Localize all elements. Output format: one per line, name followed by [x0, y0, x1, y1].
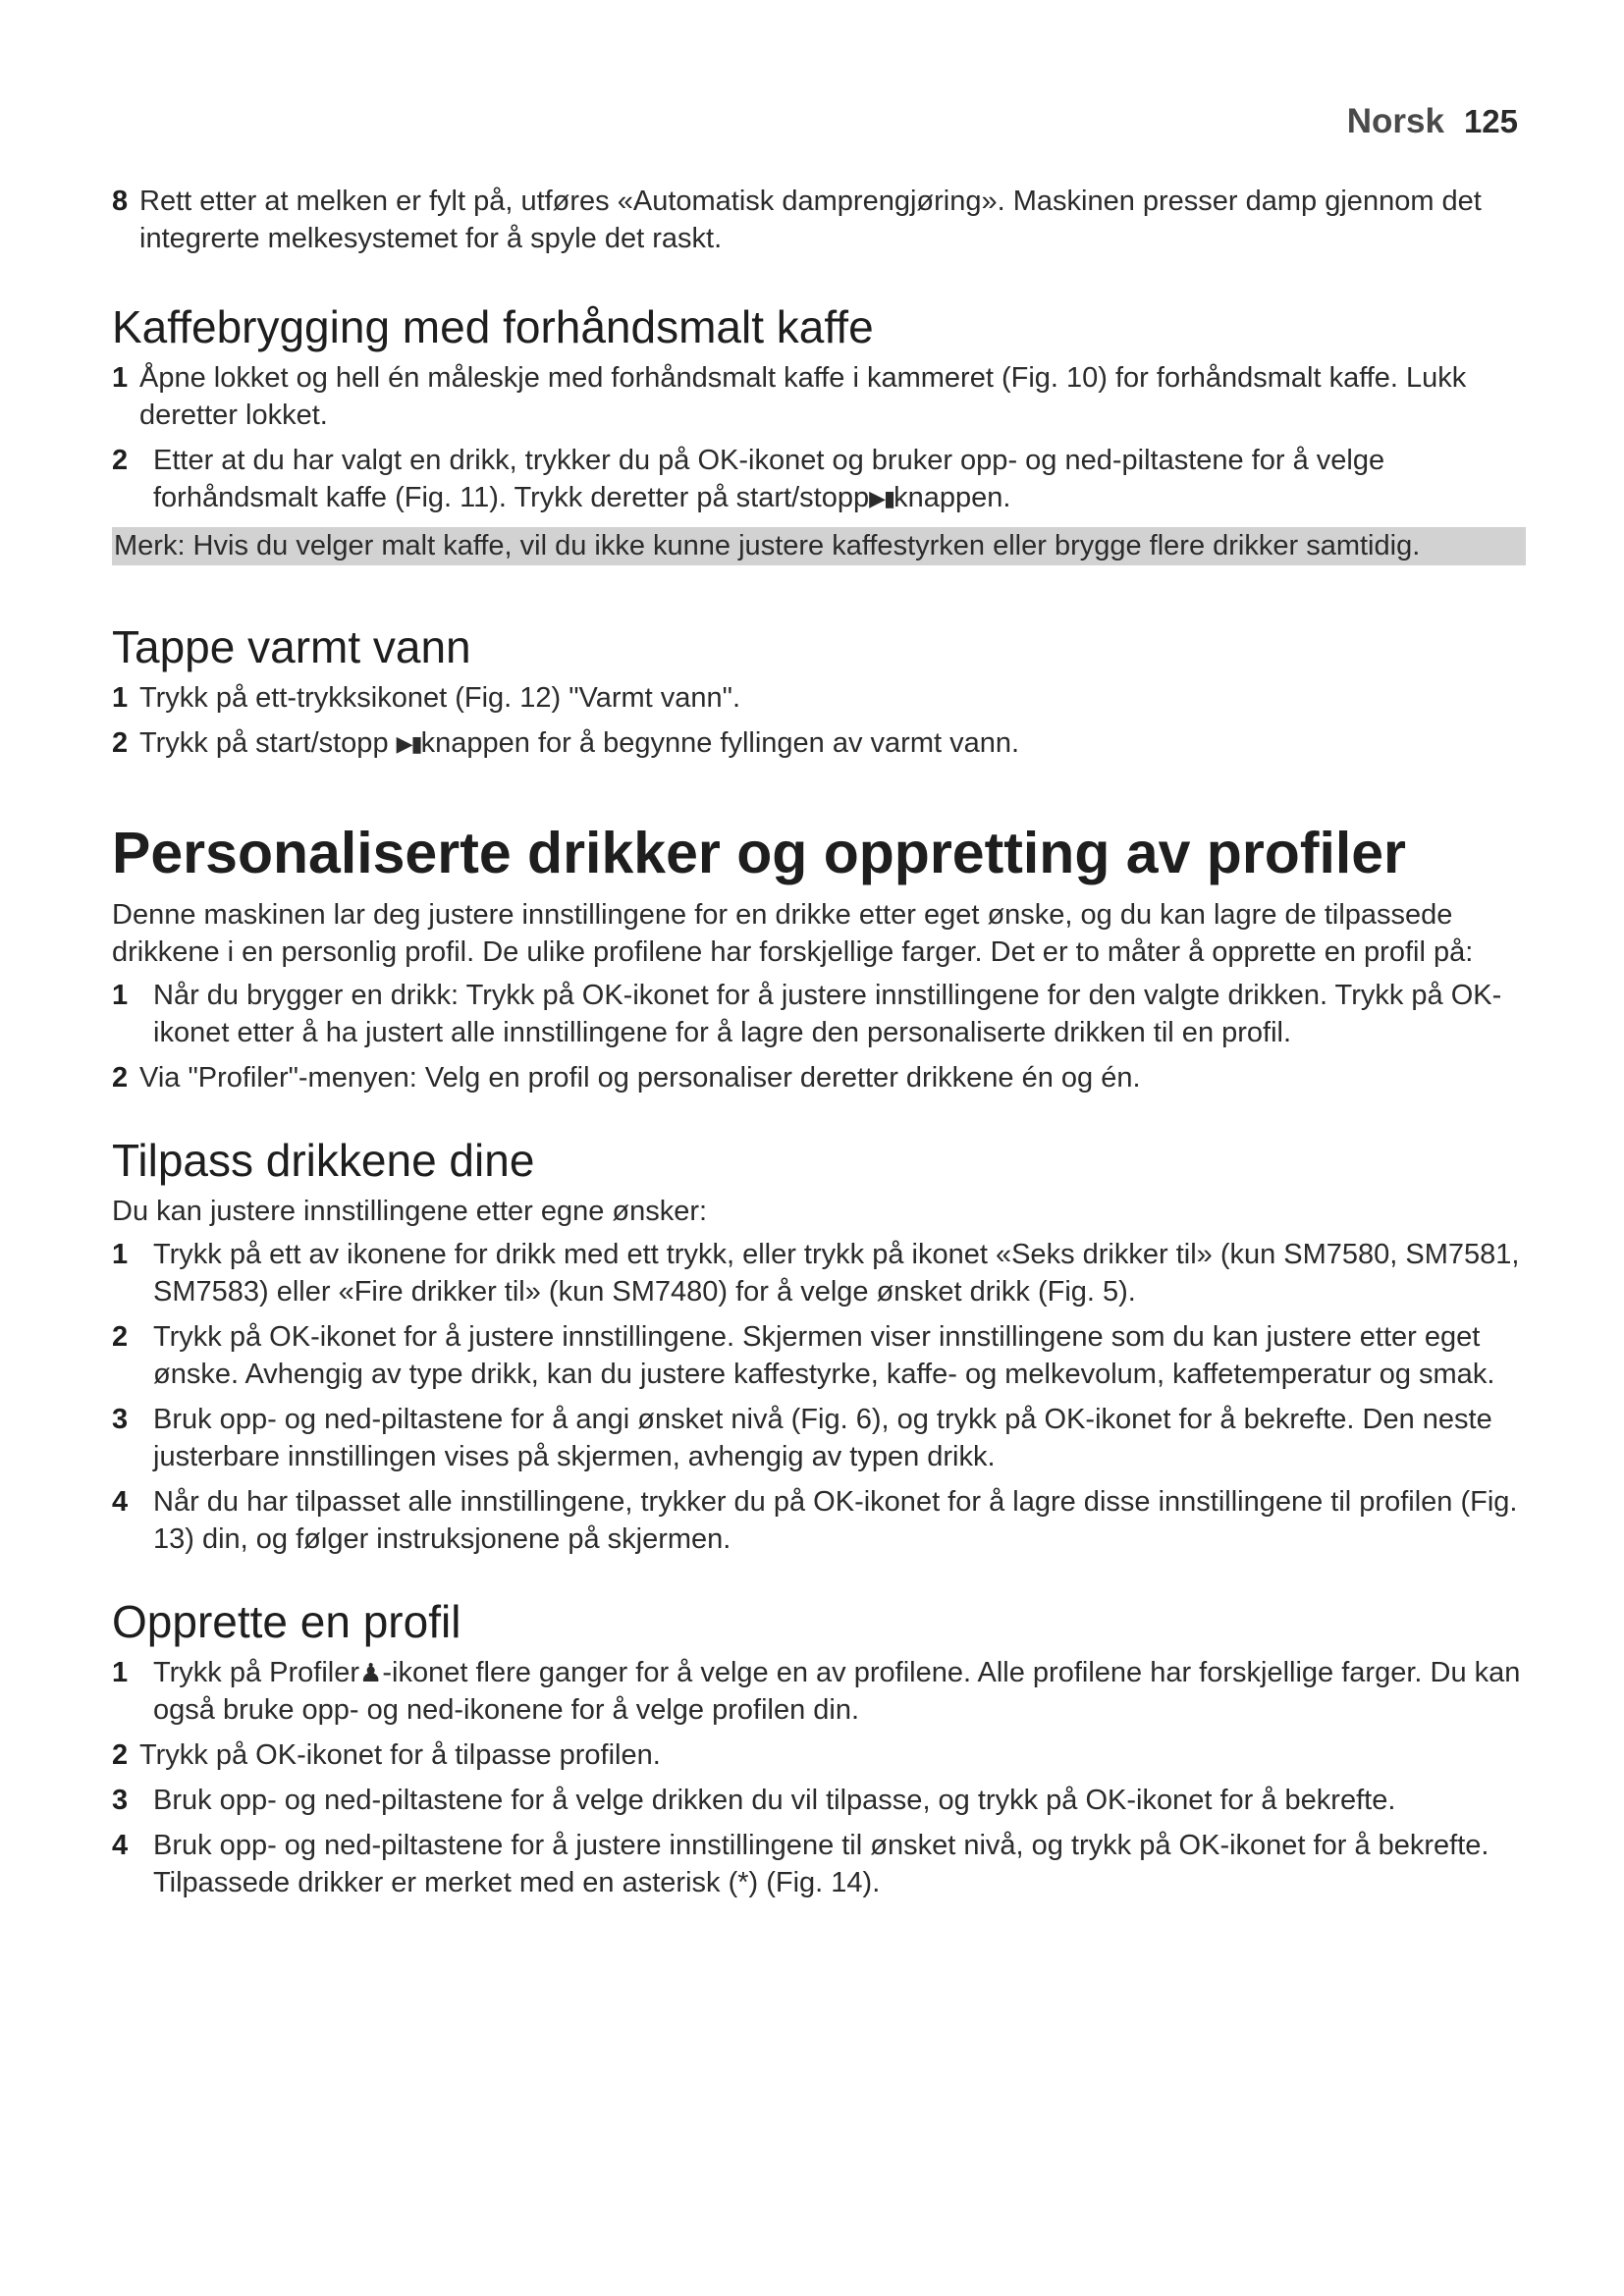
step-number: 1: [112, 362, 129, 394]
step-text: Trykk på OK-ikonet for å justere innstillingene. Skjermen viser innstillingene som du kan justere etter eget ønske. Avhengig av type drikk, kan du justere kaffestyrke, kaffe- og melkevolum, kaffetemperatur og smak.: [153, 1321, 1495, 1390]
step-number: 8: [112, 186, 129, 217]
section-heading-ground-coffee: Kaffebrygging med forhåndsmalt kaffe: [112, 301, 874, 352]
list-item: [112, 1827, 1526, 1901]
list-item: [112, 442, 1526, 517]
step-number: 1: [112, 1657, 129, 1688]
step-text: Trykk på OK-ikonet for å tilpasse profilen.: [139, 1739, 661, 1771]
section-intro: Denne maskinen lar deg justere innstillingene for en drikke etter eget ønske, og du kan lagre de tilpassede drikkene i en personlig profil. De ulike profilene har forskjellige farger. Det er to måter å opprette en profil på:: [112, 899, 1474, 968]
step-number: 3: [112, 1785, 129, 1816]
step-text: Når du har tilpasset alle innstillingene, trykker du på OK-ikonet for å lagre disse innstillingene til profilen (Fig. 13) din, og følger instruksjonene på skjermen.: [153, 1486, 1518, 1555]
list-item: [112, 1736, 1526, 1774]
list-item: [112, 359, 1526, 434]
language-label: Norsk: [1346, 102, 1444, 140]
section-intro: Du kan justere innstillingene etter egne ønsker:: [112, 1196, 708, 1227]
step-number: 1: [112, 1239, 129, 1270]
step-text: Bruk opp- og ned-piltastene for å justere innstillingene til ønsket nivå, og trykk på OK-ikonet for å bekrefte. Tilpassede drikker er merket med en asterisk (*) (Fig. 14).: [153, 1830, 1489, 1898]
step-text: Bruk opp- og ned-piltastene for å velge drikken du vil tilpasse, og trykk på OK-ikonet for å bekrefte.: [153, 1785, 1396, 1816]
list-item: [112, 679, 1526, 717]
step-number: 4: [112, 1830, 129, 1861]
step-number: 4: [112, 1486, 129, 1518]
step-number: 3: [112, 1404, 129, 1435]
step-number: 2: [112, 1062, 129, 1094]
section-heading-create-profile: Opprette en profil: [112, 1596, 461, 1647]
section-heading-personalised-drinks: Personaliserte drikker og oppretting av profiler: [112, 821, 1407, 885]
step-number: 2: [112, 445, 129, 476]
list-item: [112, 1236, 1526, 1310]
list-item: [112, 183, 1526, 257]
step-text: Bruk opp- og ned-piltastene for å angi ønsket nivå (Fig. 6), og trykk på OK-ikonet for å bekrefte. Den neste justerbare innstillingen vises på skjermen, avhengig av typen drikk.: [153, 1404, 1492, 1472]
list-item: [112, 1483, 1526, 1558]
section-heading-hot-water: Tappe varmt vann: [112, 621, 471, 672]
list-item: [112, 1782, 1526, 1819]
list-item: [112, 1401, 1526, 1475]
step-text: Trykk på Profiler: [153, 1657, 360, 1688]
start-stop-icon: ▶▮: [396, 731, 421, 756]
step-text: Åpne lokket og hell én måleskje med forhåndsmalt kaffe i kammeret (Fig. 10) for forhåndsmalt kaffe. Lukk deretter lokket.: [139, 362, 1467, 431]
step-number: 1: [112, 980, 129, 1011]
step-number: 1: [112, 682, 129, 714]
step-text: Når du brygger en drikk: Trykk på OK-ikonet for å justere innstillingene for den valgte drikken. Trykk på OK-ikonet etter å ha justert alle innstillingene for å lagre den personaliserte drikken til en profil.: [153, 980, 1502, 1048]
page-content: [112, 183, 1526, 1909]
list-item: [112, 724, 1526, 763]
step-text: Via "Profiler"-menyen: Velg en profil og personaliser deretter drikkene én og én.: [139, 1062, 1141, 1094]
step-text: knappen.: [893, 482, 1011, 513]
list-item: [112, 1654, 1526, 1729]
step-text: Trykk på start/stopp: [139, 727, 397, 759]
list-item: [112, 977, 1526, 1051]
page-number: 125: [1463, 103, 1518, 139]
step-text: knappen for å begynne fyllingen av varmt vann.: [420, 727, 1020, 759]
page-header: [1347, 102, 1518, 141]
step-number: 2: [112, 1739, 129, 1771]
step-text: Trykk på ett av ikonene for drikk med ett trykk, eller trykk på ikonet «Seks drikker til» (kun SM7580, SM7581, SM7583) eller «Fire drikker til» (kun SM7480) for å velge ønsket drikk (Fig. 5).: [153, 1239, 1520, 1308]
step-text: Rett etter at melken er fylt på, utføres «Automatisk damprengjøring». Maskinen presser damp gjennom det integrerte melkesystemet for å spyle det raskt.: [139, 186, 1482, 254]
section-heading-customise-drinks: Tilpass drikkene dine: [112, 1135, 535, 1186]
step-text: Trykk på ett-trykksikonet (Fig. 12) "Varmt vann".: [139, 682, 741, 714]
step-number: 2: [112, 1321, 129, 1353]
list-item: [112, 1059, 1526, 1096]
note-box: Merk: Hvis du velger malt kaffe, vil du ikke kunne justere kaffestyrken eller brygge flere drikker samtidig.: [112, 527, 1526, 565]
step-text: Etter at du har valgt en drikk, trykker du på OK-ikonet og bruker opp- og ned-piltastene for å velge forhåndsmalt kaffe (Fig. 11). Trykk deretter på start/stopp: [153, 445, 1385, 513]
list-item: [112, 1318, 1526, 1393]
step-number: 2: [112, 727, 129, 759]
start-stop-icon: ▶▮: [869, 486, 894, 510]
step-text: -ikonet flere ganger for å velge en av profilene. Alle profilene har forskjellige farger. Du kan også bruke opp- og ned-ikonene for å velge profilen din.: [153, 1657, 1521, 1726]
profile-icon: ♟: [359, 1658, 383, 1687]
